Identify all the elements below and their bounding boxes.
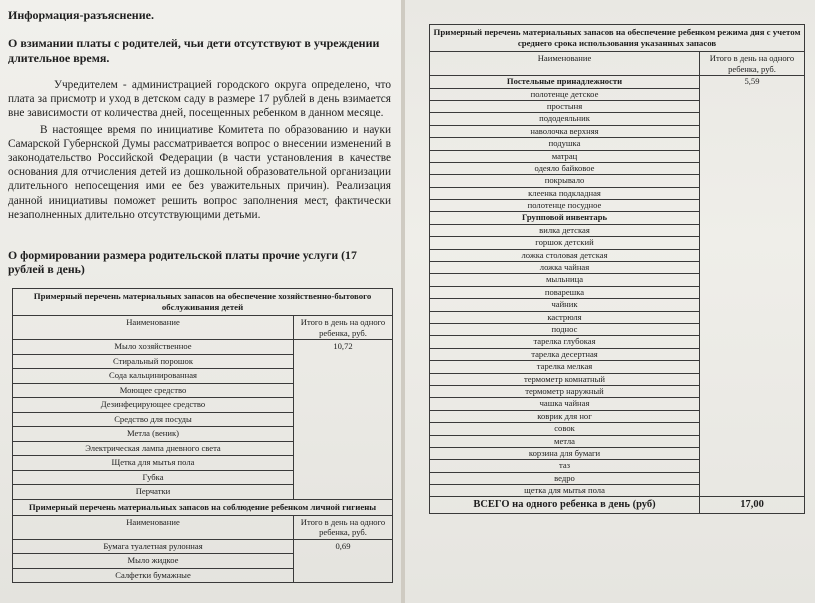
item-name: полотенце детское xyxy=(430,88,700,100)
total-label: ВСЕГО на одного ребенка в день (руб) xyxy=(430,497,700,514)
group-title: Постельные принадлежности xyxy=(430,76,700,88)
item-name: ложка чайная xyxy=(430,262,700,274)
column-header-value: Итого в день на одного ребенка, руб. xyxy=(294,515,393,539)
column-header-name: Наименование xyxy=(430,52,700,76)
column-header-name: Наименование xyxy=(13,515,294,539)
total-value: 17,00 xyxy=(700,497,805,514)
item-name: тарелка десертная xyxy=(430,348,700,360)
table-household xyxy=(12,288,393,500)
item-name: совок xyxy=(430,423,700,435)
item-name: тарелка глубокая xyxy=(430,336,700,348)
table-caption: Примерный перечень материальных запасов на обеспечение ребенком режима дня с учетом среднего срока использования указанных запасов xyxy=(430,25,805,52)
table-hygiene xyxy=(12,499,393,584)
table-row xyxy=(13,340,393,355)
item-name: Мыло жидкое xyxy=(13,554,294,569)
item-name: клеенка подкладная xyxy=(430,187,700,199)
item-name: Средство для посуды xyxy=(13,412,294,427)
item-name: кастрюля xyxy=(430,311,700,323)
item-name: термометр комнатный xyxy=(430,373,700,385)
item-name: термометр наружный xyxy=(430,385,700,397)
item-name: Мыло хозяйственное xyxy=(13,340,294,355)
total-row xyxy=(430,497,805,514)
group-title: Групповой инвентарь xyxy=(430,212,700,224)
item-name: матрац xyxy=(430,150,700,162)
table-caption: Примерный перечень материальных запасов на обеспечение хозяйственно-бытового обслуживания детей xyxy=(13,289,393,316)
column-header-name: Наименование xyxy=(13,316,294,340)
item-name: коврик для ног xyxy=(430,410,700,422)
item-name: пододеяльник xyxy=(430,113,700,125)
column-header-value: Итого в день на одного ребенка, руб. xyxy=(294,316,393,340)
item-name: щетка для мытья пола xyxy=(430,485,700,497)
item-name: горшок детский xyxy=(430,237,700,249)
item-name: Стиральный порошок xyxy=(13,354,294,369)
item-name: тарелка мелкая xyxy=(430,361,700,373)
item-name: простыня xyxy=(430,100,700,112)
table-daily-regime xyxy=(429,24,805,514)
subheading: О взимании платы с родителей, чьи дети отсутствуют в учреждении длительное время. xyxy=(8,36,380,65)
item-name: Электрическая лампа дневного света xyxy=(13,441,294,456)
table-caption: Примерный перечень материальных запасов на соблюдение ребенком личной гигиены xyxy=(13,499,393,515)
item-name: поднос xyxy=(430,324,700,336)
table-row xyxy=(13,539,393,554)
item-name: Сода кальцинированная xyxy=(13,369,294,384)
document-heading: Информация-разъяснение. xyxy=(8,8,154,22)
item-name: корзина для бумаги xyxy=(430,447,700,459)
item-total-value: 5,59 xyxy=(700,76,805,497)
item-name: таз xyxy=(430,460,700,472)
item-name: чашка чайная xyxy=(430,398,700,410)
item-name: метла xyxy=(430,435,700,447)
left-page xyxy=(0,0,401,603)
item-total-value: 10,72 xyxy=(294,340,393,500)
item-name: Щетка для мытья пола xyxy=(13,456,294,471)
item-name: вилка детская xyxy=(430,224,700,236)
item-name: Моющее средство xyxy=(13,383,294,398)
paragraph-2: В настоящее время по инициативе Комитета по образованию и науки Самарской Губернской Думы рассматривается вопрос о внесении изменений в законодательство Российской Федерации (в части установления в качестве основания для отчисления детей из дошкольной образовательной организации длительного непосещения ими ее без уважительных причин). Реализация данной инициативы поможет решить вопрос заполнения мест, фактически незаполненных длительно отсутствующими детьми. xyxy=(8,123,391,221)
paragraph-1: Учредителем - администрацией городского округа определено, что плата за присмотр и уход в детском саду в размере 17 рублей в день взимается вне зависимости от количества дней, посещенных ребенком в данном месяце. xyxy=(8,79,391,120)
item-name: Дезинфецирующее средство xyxy=(13,398,294,413)
item-name: Салфетки бумажные xyxy=(13,568,294,583)
item-name: поварешка xyxy=(430,286,700,298)
item-name: чайник xyxy=(430,299,700,311)
item-name: одеяло байковое xyxy=(430,162,700,174)
item-name: ложка столовая детская xyxy=(430,249,700,261)
right-page xyxy=(405,0,815,603)
item-name: покрывало xyxy=(430,175,700,187)
item-name: мыльница xyxy=(430,274,700,286)
item-total-value: 0,69 xyxy=(294,539,393,583)
group-header-row xyxy=(430,76,805,88)
item-name: наволочка верхняя xyxy=(430,125,700,137)
item-name: Бумага туалетная рулонная xyxy=(13,539,294,554)
item-name: ведро xyxy=(430,472,700,484)
item-name: подушка xyxy=(430,138,700,150)
section-title: О формировании размера родительской платы прочие услуги (17 рублей в день) xyxy=(8,248,357,277)
item-name: полотенце посудное xyxy=(430,200,700,212)
column-header-value: Итого в день на одного ребенка, руб. xyxy=(700,52,805,76)
item-name: Метла (веник) xyxy=(13,427,294,442)
item-name: Губка xyxy=(13,470,294,485)
item-name: Перчатки xyxy=(13,485,294,500)
